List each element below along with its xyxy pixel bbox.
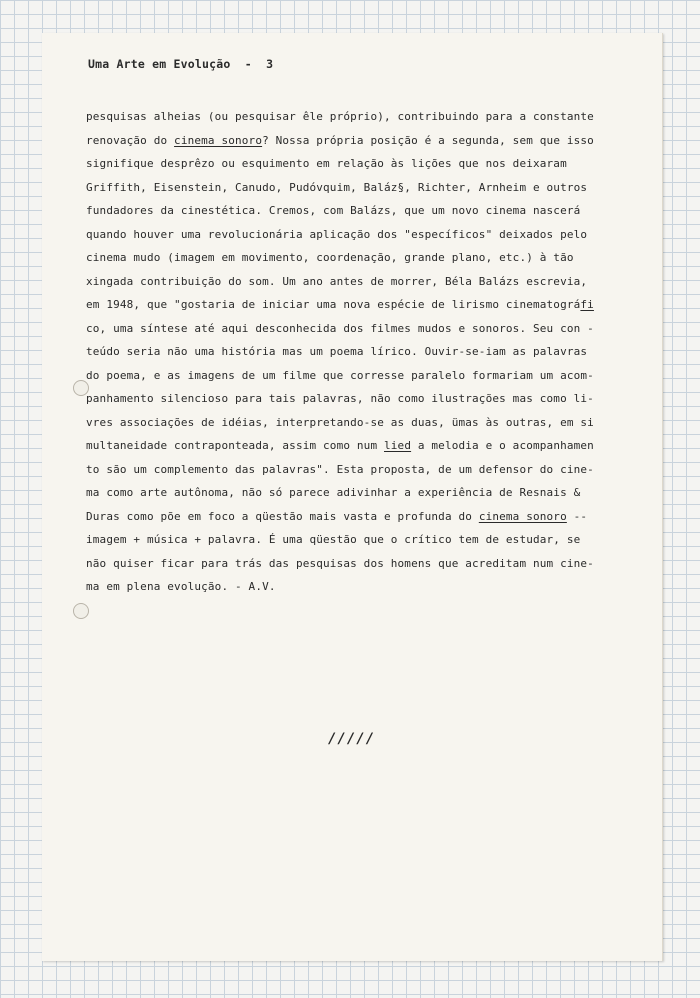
text-run: quando houver uma revolucionária aplicação dos "específicos" deixados pelo	[86, 227, 588, 241]
text-line	[86, 552, 656, 576]
text-line	[86, 176, 656, 200]
text-run: xingada contribuição do som. Um ano antes de morrer, Béla Balázs escrevia,	[86, 274, 588, 288]
text-run: Duras como põe em foco a qüestão mais vasta e profunda do	[86, 509, 479, 523]
text-run: imagem + música + palavra. É uma qüestão que o crítico tem de estudar, se	[86, 533, 581, 546]
text-run: renovação do	[86, 133, 175, 147]
text-run: ? Nossa própria posição é a segunda, sem que isso	[262, 133, 594, 147]
underlined-text: fi	[580, 298, 594, 311]
text-line	[86, 152, 656, 176]
text-run: não quiser ficar para trás das pesquisas dos homens que acreditam num cine-	[86, 556, 594, 570]
text-line	[86, 505, 656, 529]
underlined-text: cinema sonoro	[174, 133, 263, 147]
text-run: cinema mudo (imagem em movimento, coordenação, grande plano, etc.) à tão	[86, 251, 574, 264]
underlined-text: cinema sonoro	[478, 509, 567, 523]
text-run: a melodia e o acompanhamen	[411, 439, 594, 452]
text-run: ma em plena evolução. - A.V.	[86, 580, 276, 593]
text-run: do poema, e as imagens de um filme que corresse paralelo formariam um acom-	[86, 368, 594, 382]
text-line	[86, 481, 656, 505]
text-line	[86, 223, 656, 247]
text-line	[86, 387, 656, 411]
text-line	[86, 340, 656, 364]
text-run: multaneidade contraponteada, assim como num	[86, 439, 384, 452]
text-run: Griffith, Eisenstein, Canudo, Pudóvquim, Baláz§, Richter, Arnheim e outros	[86, 180, 588, 194]
text-line	[86, 105, 656, 129]
text-run: --	[566, 509, 588, 523]
text-line	[86, 364, 656, 388]
text-line	[86, 411, 656, 435]
text-run: to são um complemento das palavras". Esta proposta, de um defensor do cine-	[86, 462, 594, 476]
text-line	[86, 270, 656, 294]
text-run: signifique desprêzo ou esquimento em relação às lições que nos deixaram	[86, 157, 567, 170]
body-text	[86, 105, 656, 599]
text-line	[86, 575, 656, 599]
text-run: vres associações de idéias, interpretando-se as duas, ümas às outras, em si	[86, 415, 594, 429]
text-line	[86, 528, 656, 552]
typewritten-page	[42, 33, 663, 961]
text-line	[86, 129, 656, 153]
underlined-text: lied	[384, 439, 412, 452]
page-header: Uma Arte em Evolução - 3	[88, 57, 274, 71]
text-line	[86, 434, 656, 458]
text-line	[86, 293, 656, 317]
punch-hole	[73, 603, 89, 619]
text-line	[86, 458, 656, 482]
text-run: em 1948, que "gostaria de iniciar uma nova espécie de lirismo cinematográ	[86, 298, 581, 311]
text-run: teúdo seria não uma história mas um poema lírico. Ouvir-se-iam as palavras	[86, 345, 588, 358]
text-run: co, uma síntese até aqui desconhecida dos filmes mudos e sonoros. Seu con -	[86, 321, 594, 335]
text-run: pesquisas alheias (ou pesquisar êle próprio), contribuindo para a constante	[86, 110, 594, 123]
text-line	[86, 199, 656, 223]
text-line	[86, 246, 656, 270]
end-mark: /////	[328, 731, 376, 747]
text-line	[86, 317, 656, 341]
text-run: panhamento silencioso para tais palavras, não como ilustrações mas como li-	[86, 392, 594, 405]
text-run: fundadores da cinestética. Cremos, com Balázs, que um novo cinema nascerá	[86, 204, 581, 217]
text-run: ma como arte autônoma, não só parece adivinhar a experiência de Resnais &	[86, 486, 581, 499]
